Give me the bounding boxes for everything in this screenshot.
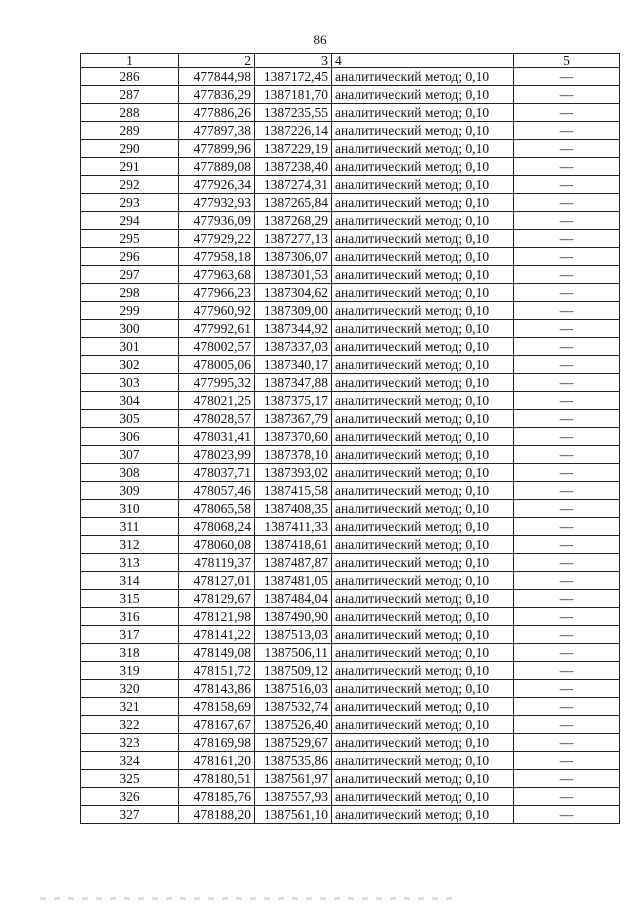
table-row — [81, 356, 620, 374]
note-cell: — — [514, 590, 620, 608]
method-accuracy-cell: аналитический метод; 0,10 — [332, 320, 514, 338]
y-coordinate-cell: 1387509,12 — [255, 662, 332, 680]
x-coordinate-cell: 477926,34 — [179, 176, 255, 194]
x-coordinate-cell: 478028,57 — [179, 410, 255, 428]
point-number-cell: 316 — [81, 608, 179, 626]
table-row — [81, 194, 620, 212]
note-cell: — — [514, 752, 620, 770]
x-coordinate-cell: 478141,22 — [179, 626, 255, 644]
point-number-cell: 291 — [81, 158, 179, 176]
note-cell: — — [514, 86, 620, 104]
note-cell: — — [514, 248, 620, 266]
table-row — [81, 500, 620, 518]
note-cell: — — [514, 662, 620, 680]
point-number-cell: 309 — [81, 482, 179, 500]
method-accuracy-cell: аналитический метод; 0,10 — [332, 284, 514, 302]
table-row — [81, 338, 620, 356]
method-accuracy-cell: аналитический метод; 0,10 — [332, 554, 514, 572]
note-cell: — — [514, 536, 620, 554]
y-coordinate-cell: 1387378,10 — [255, 446, 332, 464]
footer-scan-artifact — [40, 897, 460, 900]
x-coordinate-cell: 477932,93 — [179, 194, 255, 212]
y-coordinate-cell: 1387172,45 — [255, 68, 332, 86]
table-row — [81, 122, 620, 140]
table-row — [81, 590, 620, 608]
y-coordinate-cell: 1387513,03 — [255, 626, 332, 644]
y-coordinate-cell: 1387277,13 — [255, 230, 332, 248]
x-coordinate-cell: 477899,96 — [179, 140, 255, 158]
method-accuracy-cell: аналитический метод; 0,10 — [332, 446, 514, 464]
y-coordinate-cell: 1387561,97 — [255, 770, 332, 788]
method-accuracy-cell: аналитический метод; 0,10 — [332, 770, 514, 788]
x-coordinate-cell: 478143,86 — [179, 680, 255, 698]
table-row — [81, 248, 620, 266]
table-row — [81, 284, 620, 302]
table-row — [81, 752, 620, 770]
point-number-cell: 288 — [81, 104, 179, 122]
table-row — [81, 734, 620, 752]
method-accuracy-cell: аналитический метод; 0,10 — [332, 680, 514, 698]
x-coordinate-cell: 477889,08 — [179, 158, 255, 176]
table-row — [81, 572, 620, 590]
y-coordinate-cell: 1387309,00 — [255, 302, 332, 320]
method-accuracy-cell: аналитический метод; 0,10 — [332, 158, 514, 176]
note-cell: — — [514, 518, 620, 536]
x-coordinate-cell: 478031,41 — [179, 428, 255, 446]
point-number-cell: 290 — [81, 140, 179, 158]
method-accuracy-cell: аналитический метод; 0,10 — [332, 734, 514, 752]
table-row — [81, 410, 620, 428]
method-accuracy-cell: аналитический метод; 0,10 — [332, 500, 514, 518]
point-number-cell: 294 — [81, 212, 179, 230]
column-header-5: 5 — [514, 54, 620, 68]
y-coordinate-cell: 1387344,92 — [255, 320, 332, 338]
x-coordinate-cell: 478151,72 — [179, 662, 255, 680]
point-number-cell: 298 — [81, 284, 179, 302]
y-coordinate-cell: 1387557,93 — [255, 788, 332, 806]
note-cell: — — [514, 140, 620, 158]
table-row — [81, 680, 620, 698]
note-cell: — — [514, 338, 620, 356]
y-coordinate-cell: 1387229,19 — [255, 140, 332, 158]
note-cell: — — [514, 104, 620, 122]
point-number-cell: 307 — [81, 446, 179, 464]
table-row — [81, 482, 620, 500]
method-accuracy-cell: аналитический метод; 0,10 — [332, 428, 514, 446]
method-accuracy-cell: аналитический метод; 0,10 — [332, 356, 514, 374]
y-coordinate-cell: 1387304,62 — [255, 284, 332, 302]
table-row — [81, 302, 620, 320]
x-coordinate-cell: 478158,69 — [179, 698, 255, 716]
method-accuracy-cell: аналитический метод; 0,10 — [332, 212, 514, 230]
note-cell: — — [514, 122, 620, 140]
x-coordinate-cell: 478127,01 — [179, 572, 255, 590]
method-accuracy-cell: аналитический метод; 0,10 — [332, 392, 514, 410]
x-coordinate-cell: 478057,46 — [179, 482, 255, 500]
table-row — [81, 176, 620, 194]
note-cell: — — [514, 608, 620, 626]
y-coordinate-cell: 1387561,10 — [255, 806, 332, 824]
y-coordinate-cell: 1387375,17 — [255, 392, 332, 410]
y-coordinate-cell: 1387337,03 — [255, 338, 332, 356]
note-cell: — — [514, 770, 620, 788]
point-number-cell: 302 — [81, 356, 179, 374]
method-accuracy-cell: аналитический метод; 0,10 — [332, 302, 514, 320]
y-coordinate-cell: 1387529,67 — [255, 734, 332, 752]
note-cell: — — [514, 698, 620, 716]
table-row — [81, 86, 620, 104]
note-cell: — — [514, 68, 620, 86]
point-number-cell: 319 — [81, 662, 179, 680]
x-coordinate-cell: 478068,24 — [179, 518, 255, 536]
note-cell: — — [514, 266, 620, 284]
x-coordinate-cell: 477995,32 — [179, 374, 255, 392]
point-number-cell: 327 — [81, 806, 179, 824]
note-cell: — — [514, 464, 620, 482]
x-coordinate-cell: 478169,98 — [179, 734, 255, 752]
y-coordinate-cell: 1387415,58 — [255, 482, 332, 500]
y-coordinate-cell: 1387181,70 — [255, 86, 332, 104]
x-coordinate-cell: 478188,20 — [179, 806, 255, 824]
y-coordinate-cell: 1387226,14 — [255, 122, 332, 140]
x-coordinate-cell: 478002,57 — [179, 338, 255, 356]
method-accuracy-cell: аналитический метод; 0,10 — [332, 68, 514, 86]
table-row — [81, 788, 620, 806]
point-number-cell: 286 — [81, 68, 179, 86]
y-coordinate-cell: 1387265,84 — [255, 194, 332, 212]
table-row — [81, 446, 620, 464]
point-number-cell: 313 — [81, 554, 179, 572]
method-accuracy-cell: аналитический метод; 0,10 — [332, 266, 514, 284]
point-number-cell: 317 — [81, 626, 179, 644]
note-cell: — — [514, 500, 620, 518]
note-cell: — — [514, 572, 620, 590]
x-coordinate-cell: 477992,61 — [179, 320, 255, 338]
x-coordinate-cell: 478185,76 — [179, 788, 255, 806]
note-cell: — — [514, 734, 620, 752]
table-row — [81, 626, 620, 644]
x-coordinate-cell: 477836,29 — [179, 86, 255, 104]
note-cell: — — [514, 230, 620, 248]
table-row — [81, 212, 620, 230]
y-coordinate-cell: 1387481,05 — [255, 572, 332, 590]
point-number-cell: 315 — [81, 590, 179, 608]
point-number-cell: 301 — [81, 338, 179, 356]
method-accuracy-cell: аналитический метод; 0,10 — [332, 230, 514, 248]
table-header-row — [81, 54, 620, 68]
x-coordinate-cell: 478119,37 — [179, 554, 255, 572]
note-cell: — — [514, 644, 620, 662]
method-accuracy-cell: аналитический метод; 0,10 — [332, 194, 514, 212]
table-row — [81, 806, 620, 824]
note-cell: — — [514, 446, 620, 464]
table-row — [81, 230, 620, 248]
point-number-cell: 297 — [81, 266, 179, 284]
y-coordinate-cell: 1387490,90 — [255, 608, 332, 626]
table-row — [81, 374, 620, 392]
point-number-cell: 295 — [81, 230, 179, 248]
table-row — [81, 608, 620, 626]
table-row — [81, 518, 620, 536]
table-row — [81, 554, 620, 572]
y-coordinate-cell: 1387535,86 — [255, 752, 332, 770]
method-accuracy-cell: аналитический метод; 0,10 — [332, 608, 514, 626]
method-accuracy-cell: аналитический метод; 0,10 — [332, 176, 514, 194]
note-cell: — — [514, 626, 620, 644]
method-accuracy-cell: аналитический метод; 0,10 — [332, 788, 514, 806]
y-coordinate-cell: 1387411,33 — [255, 518, 332, 536]
point-number-cell: 318 — [81, 644, 179, 662]
table-row — [81, 266, 620, 284]
method-accuracy-cell: аналитический метод; 0,10 — [332, 536, 514, 554]
method-accuracy-cell: аналитический метод; 0,10 — [332, 518, 514, 536]
note-cell: — — [514, 284, 620, 302]
method-accuracy-cell: аналитический метод; 0,10 — [332, 122, 514, 140]
point-number-cell: 296 — [81, 248, 179, 266]
point-number-cell: 306 — [81, 428, 179, 446]
x-coordinate-cell: 478037,71 — [179, 464, 255, 482]
x-coordinate-cell: 477929,22 — [179, 230, 255, 248]
y-coordinate-cell: 1387506,11 — [255, 644, 332, 662]
y-coordinate-cell: 1387306,07 — [255, 248, 332, 266]
x-coordinate-cell: 477966,23 — [179, 284, 255, 302]
method-accuracy-cell: аналитический метод; 0,10 — [332, 572, 514, 590]
y-coordinate-cell: 1387238,40 — [255, 158, 332, 176]
method-accuracy-cell: аналитический метод; 0,10 — [332, 248, 514, 266]
table-row — [81, 320, 620, 338]
note-cell: — — [514, 194, 620, 212]
x-coordinate-cell: 477963,68 — [179, 266, 255, 284]
point-number-cell: 312 — [81, 536, 179, 554]
table-row — [81, 464, 620, 482]
method-accuracy-cell: аналитический метод; 0,10 — [332, 626, 514, 644]
x-coordinate-cell: 477958,18 — [179, 248, 255, 266]
table-row — [81, 698, 620, 716]
y-coordinate-cell: 1387268,29 — [255, 212, 332, 230]
column-header-1: 1 — [81, 54, 179, 68]
x-coordinate-cell: 478161,20 — [179, 752, 255, 770]
note-cell: — — [514, 788, 620, 806]
column-header-2: 2 — [179, 54, 255, 68]
x-coordinate-cell: 478023,99 — [179, 446, 255, 464]
column-header-4: 4 — [332, 54, 514, 68]
method-accuracy-cell: аналитический метод; 0,10 — [332, 698, 514, 716]
coordinates-table — [80, 53, 620, 824]
point-number-cell: 292 — [81, 176, 179, 194]
note-cell: — — [514, 302, 620, 320]
y-coordinate-cell: 1387235,55 — [255, 104, 332, 122]
point-number-cell: 289 — [81, 122, 179, 140]
method-accuracy-cell: аналитический метод; 0,10 — [332, 662, 514, 680]
point-number-cell: 299 — [81, 302, 179, 320]
y-coordinate-cell: 1387532,74 — [255, 698, 332, 716]
note-cell: — — [514, 428, 620, 446]
point-number-cell: 321 — [81, 698, 179, 716]
note-cell: — — [514, 392, 620, 410]
note-cell: — — [514, 806, 620, 824]
note-cell: — — [514, 176, 620, 194]
point-number-cell: 300 — [81, 320, 179, 338]
y-coordinate-cell: 1387347,88 — [255, 374, 332, 392]
point-number-cell: 305 — [81, 410, 179, 428]
y-coordinate-cell: 1387418,61 — [255, 536, 332, 554]
y-coordinate-cell: 1387408,35 — [255, 500, 332, 518]
y-coordinate-cell: 1387370,60 — [255, 428, 332, 446]
point-number-cell: 293 — [81, 194, 179, 212]
table-body — [81, 68, 620, 824]
x-coordinate-cell: 477936,09 — [179, 212, 255, 230]
method-accuracy-cell: аналитический метод; 0,10 — [332, 464, 514, 482]
table-row — [81, 68, 620, 86]
y-coordinate-cell: 1387487,87 — [255, 554, 332, 572]
note-cell: — — [514, 716, 620, 734]
table-row — [81, 716, 620, 734]
point-number-cell: 314 — [81, 572, 179, 590]
point-number-cell: 323 — [81, 734, 179, 752]
note-cell: — — [514, 680, 620, 698]
table-header — [81, 54, 620, 68]
x-coordinate-cell: 477960,92 — [179, 302, 255, 320]
note-cell: — — [514, 158, 620, 176]
method-accuracy-cell: аналитический метод; 0,10 — [332, 752, 514, 770]
y-coordinate-cell: 1387367,79 — [255, 410, 332, 428]
point-number-cell: 287 — [81, 86, 179, 104]
y-coordinate-cell: 1387301,53 — [255, 266, 332, 284]
method-accuracy-cell: аналитический метод; 0,10 — [332, 482, 514, 500]
x-coordinate-cell: 477844,98 — [179, 68, 255, 86]
table-row — [81, 104, 620, 122]
point-number-cell: 304 — [81, 392, 179, 410]
column-header-3: 3 — [255, 54, 332, 68]
point-number-cell: 326 — [81, 788, 179, 806]
y-coordinate-cell: 1387516,03 — [255, 680, 332, 698]
table-row — [81, 536, 620, 554]
point-number-cell: 308 — [81, 464, 179, 482]
x-coordinate-cell: 478149,08 — [179, 644, 255, 662]
x-coordinate-cell: 478121,98 — [179, 608, 255, 626]
method-accuracy-cell: аналитический метод; 0,10 — [332, 86, 514, 104]
y-coordinate-cell: 1387340,17 — [255, 356, 332, 374]
x-coordinate-cell: 478021,25 — [179, 392, 255, 410]
method-accuracy-cell: аналитический метод; 0,10 — [332, 140, 514, 158]
table-row — [81, 644, 620, 662]
note-cell: — — [514, 374, 620, 392]
point-number-cell: 303 — [81, 374, 179, 392]
x-coordinate-cell: 478005,06 — [179, 356, 255, 374]
table-row — [81, 158, 620, 176]
method-accuracy-cell: аналитический метод; 0,10 — [332, 338, 514, 356]
x-coordinate-cell: 477897,38 — [179, 122, 255, 140]
y-coordinate-cell: 1387526,40 — [255, 716, 332, 734]
method-accuracy-cell: аналитический метод; 0,10 — [332, 806, 514, 824]
note-cell: — — [514, 320, 620, 338]
y-coordinate-cell: 1387274,31 — [255, 176, 332, 194]
note-cell: — — [514, 212, 620, 230]
x-coordinate-cell: 478180,51 — [179, 770, 255, 788]
table-row — [81, 392, 620, 410]
y-coordinate-cell: 1387393,02 — [255, 464, 332, 482]
note-cell: — — [514, 356, 620, 374]
table-row — [81, 662, 620, 680]
x-coordinate-cell: 478060,08 — [179, 536, 255, 554]
method-accuracy-cell: аналитический метод; 0,10 — [332, 644, 514, 662]
point-number-cell: 320 — [81, 680, 179, 698]
y-coordinate-cell: 1387484,04 — [255, 590, 332, 608]
table-row — [81, 428, 620, 446]
note-cell: — — [514, 410, 620, 428]
table-row — [81, 140, 620, 158]
method-accuracy-cell: аналитический метод; 0,10 — [332, 374, 514, 392]
page-number: 86 — [313, 32, 327, 47]
x-coordinate-cell: 478065,58 — [179, 500, 255, 518]
x-coordinate-cell: 478129,67 — [179, 590, 255, 608]
point-number-cell: 325 — [81, 770, 179, 788]
x-coordinate-cell: 477886,26 — [179, 104, 255, 122]
note-cell: — — [514, 482, 620, 500]
point-number-cell: 310 — [81, 500, 179, 518]
method-accuracy-cell: аналитический метод; 0,10 — [332, 104, 514, 122]
point-number-cell: 311 — [81, 518, 179, 536]
method-accuracy-cell: аналитический метод; 0,10 — [332, 716, 514, 734]
x-coordinate-cell: 478167,67 — [179, 716, 255, 734]
method-accuracy-cell: аналитический метод; 0,10 — [332, 410, 514, 428]
method-accuracy-cell: аналитический метод; 0,10 — [332, 590, 514, 608]
point-number-cell: 322 — [81, 716, 179, 734]
note-cell: — — [514, 554, 620, 572]
table-row — [81, 770, 620, 788]
point-number-cell: 324 — [81, 752, 179, 770]
